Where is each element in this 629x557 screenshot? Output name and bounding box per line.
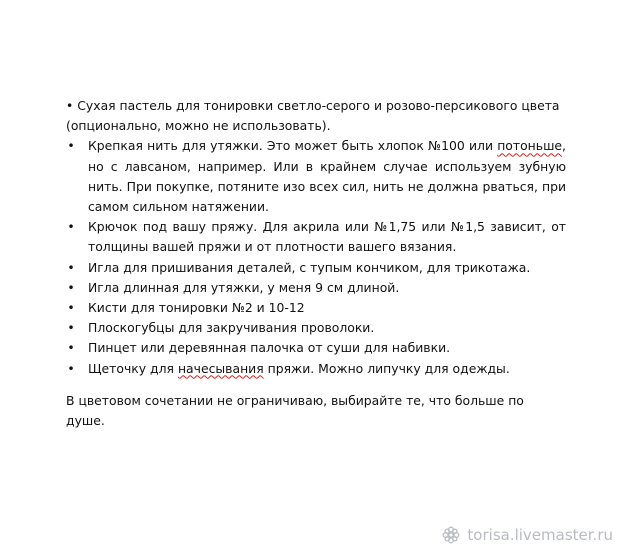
- list-item: • Крепкая нить для утяжки. Это может быть хлопок №100 или потоньше, но с лавсаном, например. Или в крайнем случае используем зубную нить. При покупке, потяните изо всех сил, нить не должна рваться, при самом сильном натяжении.: [67, 138, 566, 215]
- intro-line: • Сухая пастель для тонировки светло-серого и розово-персикового цвета (опционально, можно не использовать).: [66, 98, 560, 134]
- spellcheck-word: потоньше: [497, 138, 563, 154]
- bullet: •: [67, 320, 75, 336]
- list-item: • Щеточку для начесывания пряжи. Можно липучку для одежды.: [66, 359, 566, 379]
- bullet: •: [67, 340, 75, 356]
- list-item: • Игла для пришивания деталей, с тупым кончиком, для трикотажа.: [66, 258, 566, 278]
- bullet: •: [67, 259, 75, 275]
- spellcheck-word: начесывания: [177, 360, 264, 376]
- list-item: • Игла длинная для утяжки, у меня 9 см длиной.: [66, 278, 566, 298]
- list-item: • Кисти для тонировки №2 и 10-12: [66, 298, 566, 318]
- closing-paragraph: В цветовом сочетании не ограничиваю, выбирайте те, что больше по душе.: [66, 392, 524, 429]
- bullet: •: [67, 279, 75, 295]
- flower-logo-icon: [441, 525, 461, 545]
- supply-list: [66, 136, 566, 378]
- list-item: • Пинцет или деревянная палочка от суши для набивки.: [66, 338, 566, 358]
- bullet: •: [67, 360, 75, 376]
- document-body: [66, 96, 566, 444]
- watermark-text: torisa.livemaster.ru: [467, 526, 613, 544]
- list-item: • Крючок под вашу пряжу. Для акрила или №1,75 или №1,5 зависит, от толщины вашей пряжи и от плотности вашего вязания.: [67, 219, 566, 255]
- bullet: •: [67, 219, 75, 235]
- watermark: [441, 525, 613, 545]
- list-item: • Плоскогубцы для закручивания проволоки.: [66, 318, 566, 338]
- bullet: •: [67, 138, 75, 154]
- bullet: •: [67, 300, 75, 316]
